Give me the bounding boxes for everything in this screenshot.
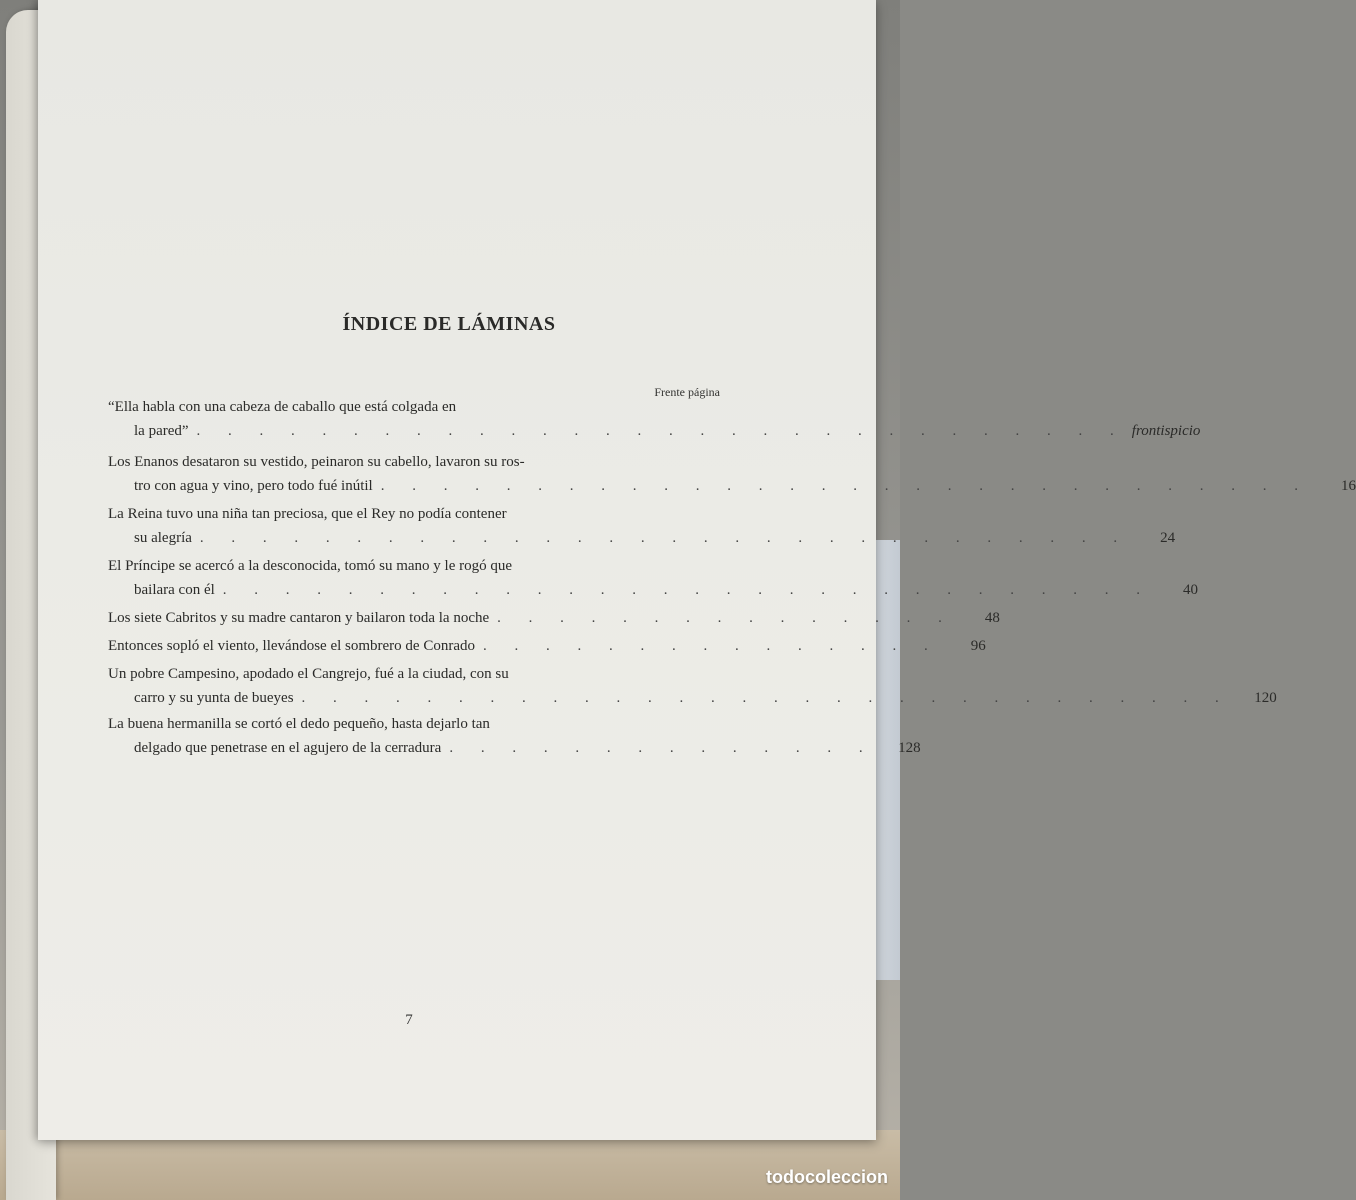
leader-dots: . . . . . . . . . . . . . . . [497, 610, 954, 626]
table-surface [0, 1130, 900, 1200]
page-number: 7 [405, 1012, 413, 1028]
entry-line: delgado que penetrase en el agujero de la cerradura . . . . . . . . . . . . . . 128 [108, 736, 720, 760]
book-page [38, 0, 1356, 1140]
entry-line: El Príncipe se acercó a la desconocida, tomó su mano y le rogó que [108, 558, 513, 574]
column-header: Frente página [654, 385, 720, 399]
page-reference: 128 [898, 740, 921, 756]
index-entry [108, 450, 1356, 498]
entry-line: Entonces sopló el viento, llevándose el sombrero de Conrado . . . . . . . . . . . . . . . 96 [108, 634, 720, 658]
page-reference: 48 [984, 610, 1000, 626]
leader-dots: . . . . . . . . . . . . . . . . . . . . . . . . . . . . . . [301, 690, 1231, 706]
entry-line: La Reina tuvo una niña tan preciosa, que el Rey no podía contener [108, 506, 507, 522]
page-reference: 16 [1340, 478, 1356, 494]
page-reference: 120 [1254, 690, 1277, 706]
entry-line: tro con agua y vino, pero todo fué inútil . . . . . . . . . . . . . . . . . . . . . . . . . . . . . . 16 [108, 474, 720, 498]
entry-line: bailara con él . . . . . . . . . . . . . . . . . . . . . . . . . . . . . . 40 [108, 578, 720, 602]
leader-dots: . . . . . . . . . . . . . . . . . . . . . . . . . . . . . . [380, 478, 1310, 494]
index-entry [108, 712, 921, 760]
entry-line: Los Enanos desataron su vestido, peinaron su cabello, lavaron su ros- [108, 454, 525, 470]
page-title: ÍNDICE DE LÁMINAS [342, 313, 556, 335]
index-entry [108, 606, 1000, 630]
index-entry [108, 502, 1176, 550]
index-entry [108, 395, 1201, 443]
leader-dots: . . . . . . . . . . . . . . [449, 740, 875, 756]
leader-dots: . . . . . . . . . . . . . . . . . . . . . . . . . . . . . . [222, 582, 1153, 598]
page-reference: 96 [970, 638, 986, 654]
index-entry [108, 662, 1277, 710]
entry-line: la pared” . . . . . . . . . . . . . . . . . . . . . . . . . . . . . . frontispicio [108, 419, 720, 443]
page-reference: 40 [1183, 582, 1199, 598]
entry-line: Un pobre Campesino, apodado el Cangrejo, fué a la ciudad, con su [108, 666, 509, 682]
page-reference: frontispicio [1131, 423, 1201, 439]
entry-line: “Ella habla con una cabeza de caballo que está colgada en [108, 399, 457, 415]
entry-line: carro y su yunta de bueyes . . . . . . . . . . . . . . . . . . . . . . . . . . . . . . 120 [108, 686, 720, 710]
leader-dots: . . . . . . . . . . . . . . . . . . . . . . . . . . . . . . [196, 423, 1126, 439]
entry-line: Los siete Cabritos y su madre cantaron y bailaron toda la noche . . . . . . . . . . . . . . . 48 [108, 606, 720, 630]
index-entry [108, 634, 986, 658]
leader-dots: . . . . . . . . . . . . . . . . . . . . . . . . . . . . . . [199, 530, 1130, 546]
entry-line: La buena hermanilla se cortó el dedo pequeño, hasta dejarlo tan [108, 716, 490, 732]
entry-line: su alegría . . . . . . . . . . . . . . . . . . . . . . . . . . . . . . 24 [108, 526, 720, 550]
watermark-logo: todocoleccion [765, 1167, 888, 1187]
leader-dots: . . . . . . . . . . . . . . . [483, 638, 940, 654]
page-reference: 24 [1160, 530, 1176, 546]
index-entry [108, 554, 1199, 602]
